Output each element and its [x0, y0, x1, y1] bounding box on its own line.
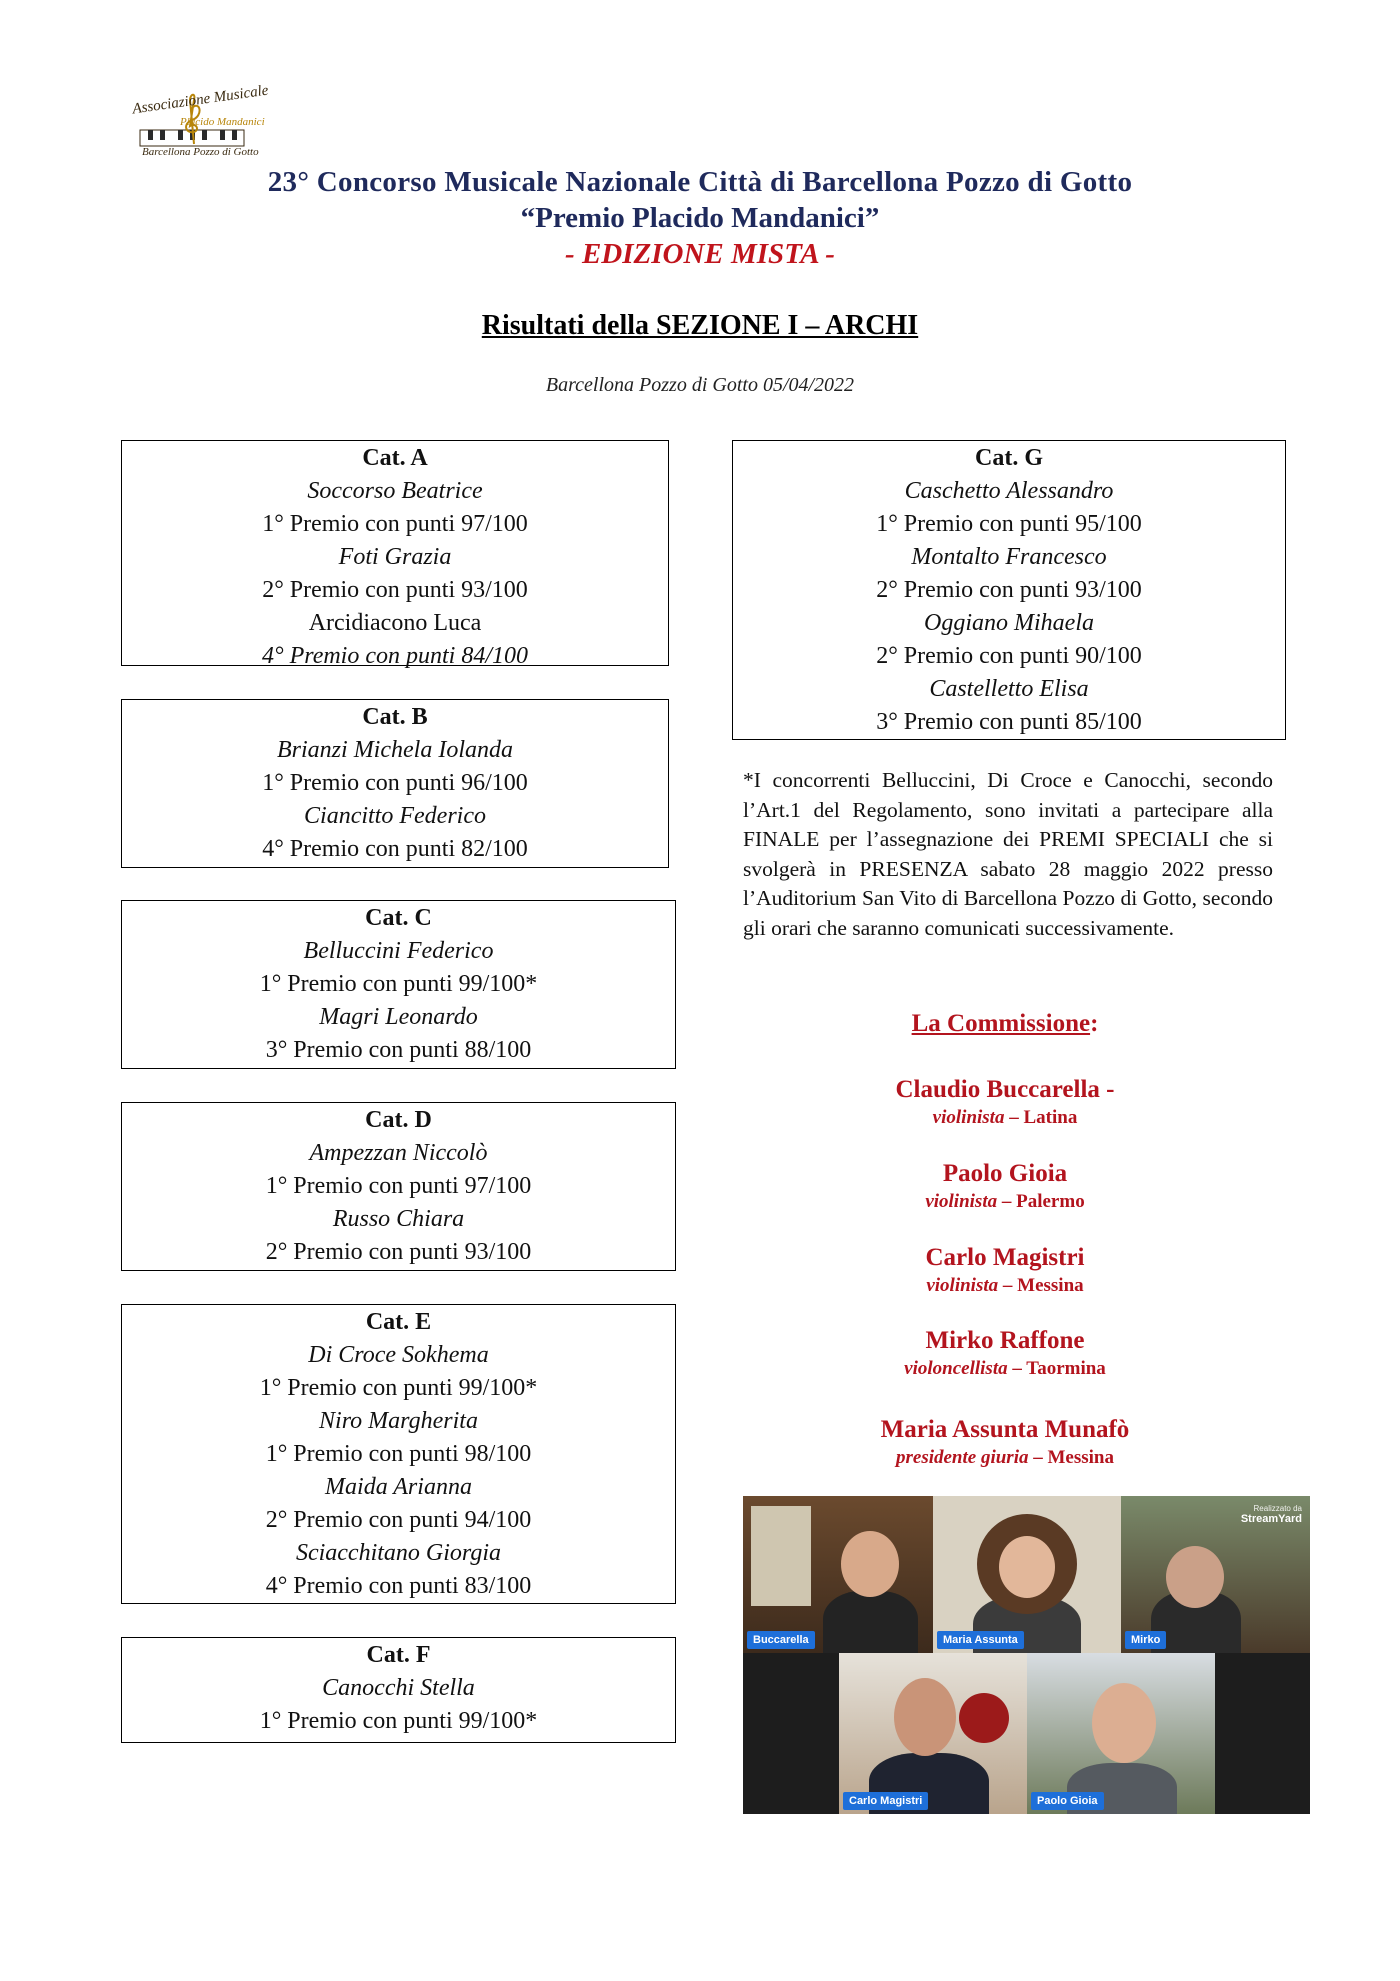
member-role-line: [740, 1190, 1270, 1214]
participant-result: 1° Premio con punti 98/100: [265, 1441, 532, 1467]
category-title: Cat. C: [365, 905, 432, 931]
competition-subtitle: “Premio Placido Mandanici”: [520, 202, 880, 234]
video-call-photo: [743, 1496, 1310, 1814]
participant-result: 2° Premio con punti 90/100: [876, 643, 1142, 669]
streamyard-badge: [1241, 1504, 1302, 1525]
category-box-b: [121, 699, 669, 868]
commission-member: [740, 1325, 1270, 1381]
member-role: violinista: [932, 1107, 1005, 1128]
category-title: Cat. B: [362, 704, 428, 730]
participant-name: Oggiano Mihaela: [924, 610, 1094, 636]
video-tile: [1121, 1496, 1310, 1653]
edition-label: - EDIZIONE MISTA -: [565, 238, 835, 270]
finals-note: *I concorrenti Belluccini, Di Croce e Canocchi, secondo l’Art.1 del Regolamento, sono invitati a partecipare alla FINALE per l’assegnazione dei PREMI SPECIALI che si svolgerà in PRESENZA sabato 28 maggio 2022 presso l’Auditorium San Vito di Barcellona Pozzo di Gotto, secondo gli orari che saranno comunicati successivamente.: [743, 768, 1273, 940]
participant-name: Russo Chiara: [332, 1206, 465, 1232]
participant-name: Soccorso Beatrice: [307, 478, 483, 504]
participant-result: 4° Premio con punti 82/100: [262, 836, 528, 862]
logo-line-1: Associazione Musicale: [131, 82, 270, 118]
streamyard-logo: StreamYard: [1240, 1513, 1302, 1525]
member-name: Mirko Raffone: [925, 1327, 1085, 1354]
category-title: Cat. D: [365, 1107, 432, 1133]
member-role: violinista: [926, 1275, 999, 1296]
video-tile: [933, 1496, 1121, 1653]
member-role-line: [740, 1357, 1270, 1381]
participant-result: 3° Premio con punti 88/100: [265, 1037, 532, 1063]
participant-result: 2° Premio con punti 94/100: [265, 1507, 532, 1533]
participant-tag: Mirko: [1125, 1631, 1166, 1649]
member-role: violinista: [925, 1191, 998, 1212]
participant-result: 2° Premio con punti 93/100: [876, 577, 1142, 603]
participant-result: 1° Premio con punti 99/100*: [259, 1708, 538, 1734]
commission-member: [740, 1074, 1270, 1130]
competition-title: 23° Concorso Musicale Nazionale Città di Barcellona Pozzo di Gotto: [267, 166, 1133, 198]
category-box-g: [732, 440, 1286, 740]
member-city: – Taormina: [1007, 1358, 1106, 1379]
member-role: violoncellista: [904, 1358, 1008, 1379]
association-logo: [130, 82, 270, 166]
streamyard-caption: Realizzato da: [1253, 1504, 1302, 1513]
participant-name: Ampezzan Niccolò: [309, 1140, 488, 1166]
member-role-line: [740, 1446, 1270, 1470]
member-name: Claudio Buccarella -: [895, 1076, 1115, 1103]
category-title: Cat. G: [975, 445, 1043, 471]
participant-result: 1° Premio con punti 97/100: [265, 1173, 532, 1199]
member-city: – Latina: [1004, 1107, 1078, 1128]
member-city: – Messina: [998, 1275, 1084, 1296]
category-box-c: [121, 900, 676, 1069]
participant-result: 2° Premio con punti 93/100: [265, 1239, 532, 1265]
commission-member: [740, 1242, 1270, 1298]
participant-result: 1° Premio con punti 97/100: [262, 511, 528, 537]
participant-name: Di Croce Sokhema: [308, 1342, 489, 1368]
member-city: – Messina: [1028, 1447, 1114, 1468]
member-name: Paolo Gioia: [942, 1160, 1068, 1187]
participant-name: Arcidiacono Luca: [308, 610, 482, 636]
member-name: Maria Assunta Munafò: [880, 1416, 1130, 1443]
participant-name: Canocchi Stella: [322, 1675, 475, 1701]
participant-tag: Paolo Gioia: [1031, 1792, 1104, 1810]
dateline: Barcellona Pozzo di Gotto 05/04/2022: [545, 374, 855, 396]
participant-name: Montalto Francesco: [911, 544, 1107, 570]
participant-tag: Buccarella: [747, 1631, 815, 1649]
participant-name: Castelletto Elisa: [929, 676, 1089, 702]
category-box-a: [121, 440, 669, 669]
category-box-f: [121, 1637, 676, 1743]
logo-line-3: Barcellona Pozzo di Gotto: [142, 146, 259, 158]
category-title: Cat. A: [362, 445, 428, 471]
commission-member: [740, 1158, 1270, 1214]
member-role: presidente giuria: [896, 1447, 1029, 1468]
commission-colon: :: [1090, 1010, 1099, 1037]
participant-name: Brianzi Michela Iolanda: [277, 737, 513, 763]
video-tile: [839, 1653, 1027, 1814]
commission-title: La Commissione: [911, 1010, 1091, 1037]
participant-name: Maida Arianna: [325, 1474, 472, 1500]
category-box-d: [121, 1102, 676, 1271]
participant-name: Niro Margherita: [319, 1408, 478, 1434]
video-tile: [1027, 1653, 1215, 1814]
member-name: Carlo Magistri: [925, 1244, 1085, 1271]
participant-result: 3° Premio con punti 85/100: [876, 709, 1142, 735]
member-role-line: [740, 1106, 1270, 1130]
member-role-line: [740, 1274, 1270, 1298]
participant-tag: Carlo Magistri: [843, 1792, 928, 1810]
participant-name: Magri Leonardo: [319, 1004, 478, 1030]
participant-result: 4° Premio con punti 84/100: [261, 643, 528, 669]
category-box-e: [121, 1304, 676, 1604]
participant-name: Caschetto Alessandro: [904, 478, 1114, 504]
participant-result: 4° Premio con punti 83/100: [265, 1573, 532, 1599]
logo-line-2: Placido Mandanici: [180, 116, 265, 128]
category-title: Cat. F: [366, 1642, 431, 1668]
participant-result: 2° Premio con punti 93/100: [262, 577, 528, 603]
category-title: Cat. E: [365, 1309, 432, 1335]
participant-result: 1° Premio con punti 99/100*: [259, 971, 538, 997]
participant-result: 1° Premio con punti 96/100: [262, 770, 528, 796]
participant-name: Sciacchitano Giorgia: [295, 1540, 502, 1566]
participant-result: 1° Premio con punti 99/100*: [259, 1375, 538, 1401]
member-city: – Palermo: [997, 1191, 1085, 1212]
participant-name: Belluccini Federico: [303, 938, 494, 964]
section-title: Risultati della SEZIONE I – ARCHI: [481, 310, 919, 341]
participant-tag: Maria Assunta: [937, 1631, 1024, 1649]
commission-heading: [740, 1010, 1270, 1038]
participant-name: Foti Grazia: [338, 544, 452, 570]
video-tile: [743, 1496, 933, 1653]
participant-result: 1° Premio con punti 95/100: [876, 511, 1142, 537]
participant-name: Ciancitto Federico: [304, 803, 486, 829]
commission-member: [740, 1414, 1270, 1470]
